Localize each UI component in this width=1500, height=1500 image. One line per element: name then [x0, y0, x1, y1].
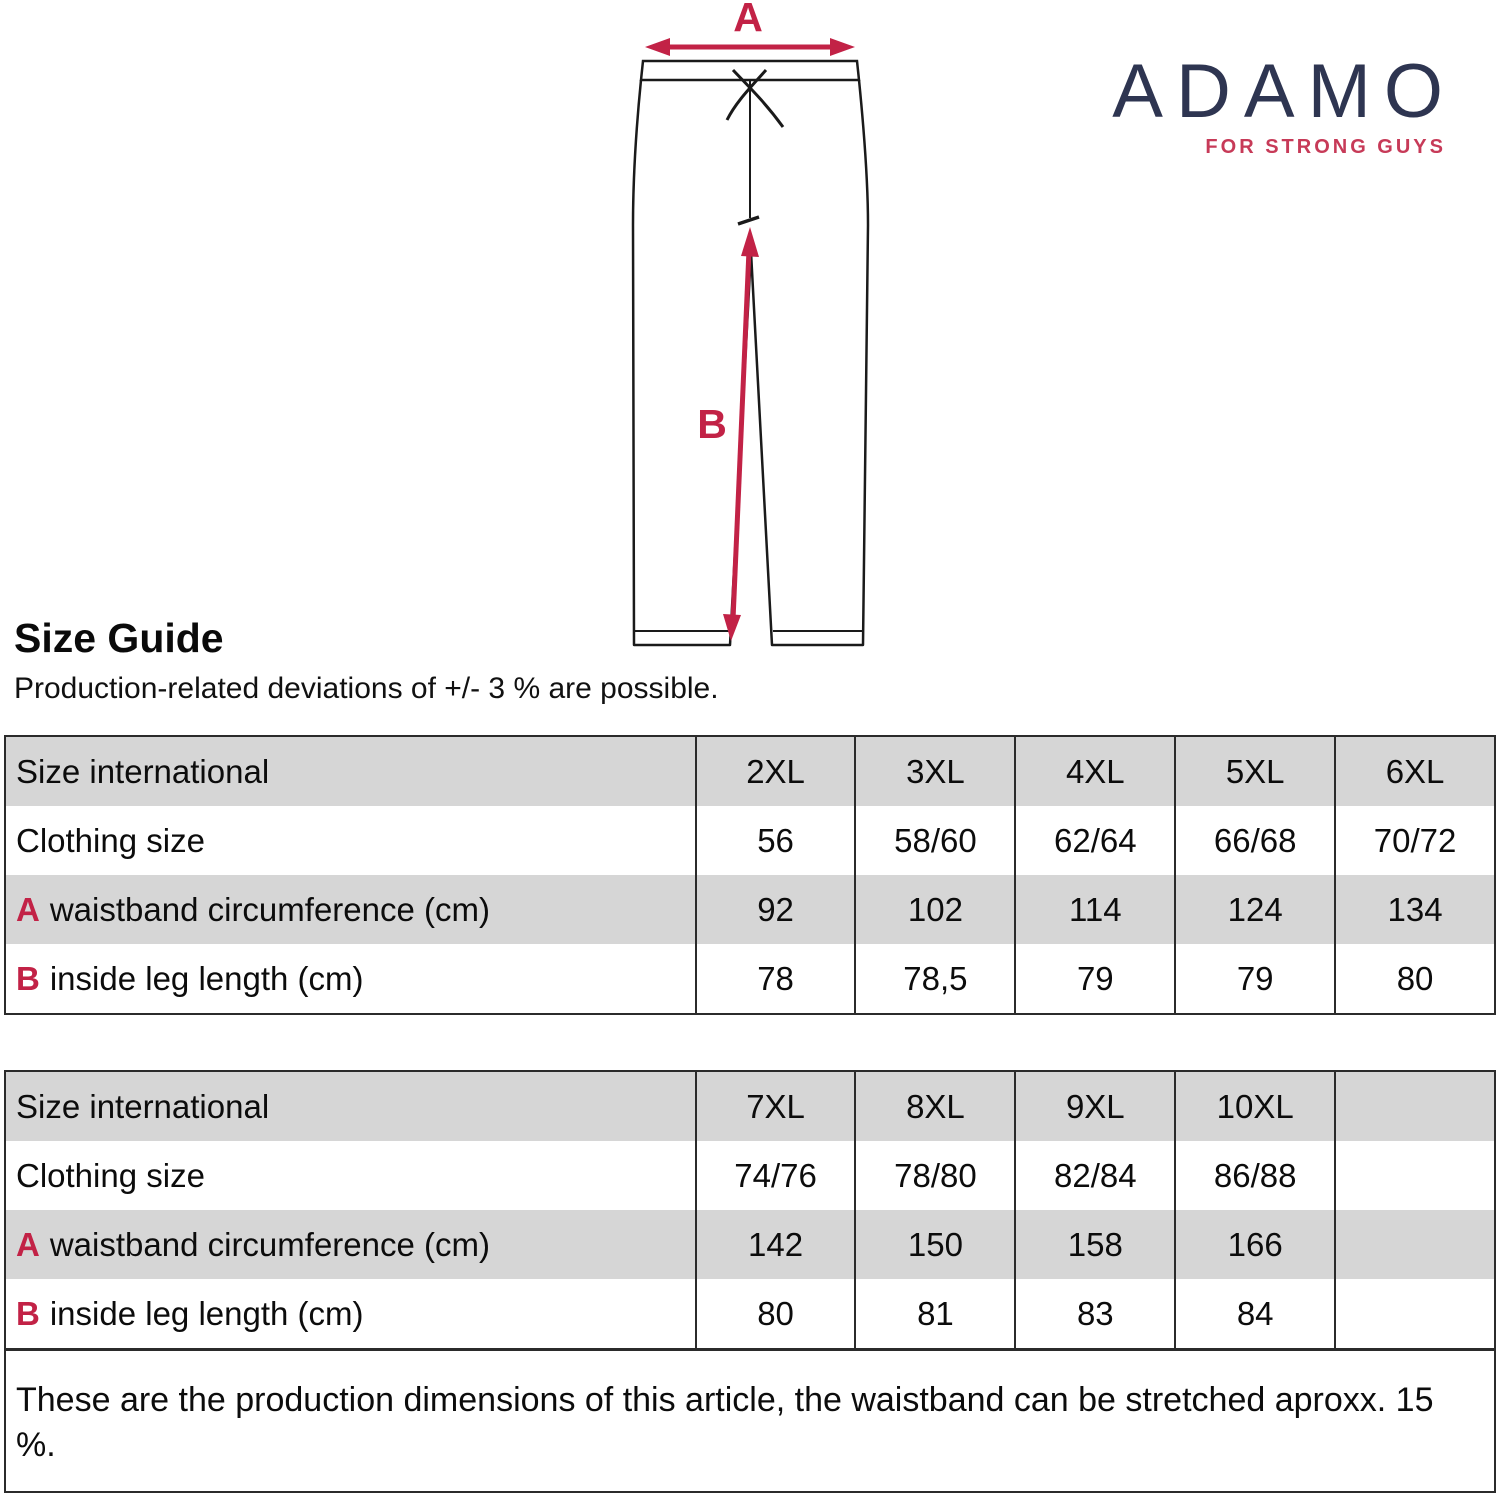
page-title: Size Guide	[14, 615, 224, 661]
size-cell: 56	[696, 806, 856, 875]
drawstring-tick	[738, 217, 759, 224]
table-row	[5, 806, 1495, 875]
size-cell: 81	[855, 1279, 1015, 1350]
size-cell: 150	[855, 1210, 1015, 1279]
drawstring-bow-strand-2	[727, 70, 766, 120]
size-cell: 70/72	[1335, 806, 1495, 875]
measure-letter: B	[16, 1294, 40, 1332]
size-cell: 124	[1175, 875, 1335, 944]
size-cell: 92	[696, 875, 856, 944]
size-cell: 79	[1015, 944, 1175, 1014]
pants-diagram	[600, 0, 900, 660]
size-cell	[1335, 1279, 1495, 1350]
size-cell: 9XL	[1015, 1071, 1175, 1141]
size-cell: 62/64	[1015, 806, 1175, 875]
row-label-cell	[5, 944, 696, 1014]
size-cell: 58/60	[855, 806, 1015, 875]
table-row	[5, 1071, 1495, 1141]
measure-a-label: A	[733, 0, 763, 40]
size-cell: 78,5	[855, 944, 1015, 1014]
row-label: Clothing size	[16, 821, 205, 859]
row-label-cell	[5, 736, 696, 806]
size-cell: 86/88	[1175, 1141, 1335, 1210]
table-row	[5, 1141, 1495, 1210]
deviation-note: Production-related deviations of +/- 3 % are possible.	[14, 672, 719, 705]
row-label: Size international	[16, 752, 270, 790]
row-label: waistband circumference (cm)	[49, 1225, 490, 1263]
size-cell: 4XL	[1015, 736, 1175, 806]
size-cell: 102	[855, 875, 1015, 944]
size-cell: 78/80	[855, 1141, 1015, 1210]
size-cell: 80	[1335, 944, 1495, 1014]
size-cell: 80	[696, 1279, 856, 1350]
measure-letter: A	[16, 890, 40, 928]
size-cell: 134	[1335, 875, 1495, 944]
size-cell: 6XL	[1335, 736, 1495, 806]
size-table-2xl-6xl	[4, 735, 1496, 1015]
size-table-7xl-10xl	[4, 1070, 1496, 1493]
row-label-cell	[5, 806, 696, 875]
brand-tagline: FOR STRONG GUYS	[1205, 136, 1446, 158]
table-row	[5, 1279, 1495, 1350]
row-label-cell	[5, 875, 696, 944]
row-label: Size international	[16, 1087, 270, 1125]
row-label: Clothing size	[16, 1156, 205, 1194]
measure-letter: B	[16, 959, 40, 997]
row-label: inside leg length (cm)	[49, 1294, 364, 1332]
size-cell	[1335, 1210, 1495, 1279]
size-cell: 114	[1015, 875, 1175, 944]
size-cell: 3XL	[855, 736, 1015, 806]
table-note-row	[5, 1350, 1495, 1493]
size-cell: 82/84	[1015, 1141, 1175, 1210]
size-cell: 10XL	[1175, 1071, 1335, 1141]
size-cell: 8XL	[855, 1071, 1015, 1141]
brand-name: ADAMO	[1112, 49, 1456, 134]
measure-a-arrow	[645, 38, 855, 56]
measure-b-label: B	[697, 401, 727, 447]
size-cell: 7XL	[696, 1071, 856, 1141]
row-label: inside leg length (cm)	[49, 959, 364, 997]
size-cell: 166	[1175, 1210, 1335, 1279]
table-row	[5, 875, 1495, 944]
size-cell: 2XL	[696, 736, 856, 806]
size-cell: 79	[1175, 944, 1335, 1014]
production-note: These are the production dimensions of this article, the waistband can be stretched aproxx. 15 %.	[5, 1350, 1495, 1493]
row-label: waistband circumference (cm)	[49, 890, 490, 928]
size-cell: 5XL	[1175, 736, 1335, 806]
measure-letter: A	[16, 1225, 40, 1263]
brand-logo	[1112, 49, 1456, 158]
size-cell: 83	[1015, 1279, 1175, 1350]
size-cell	[1335, 1071, 1495, 1141]
row-label-cell	[5, 1210, 696, 1279]
size-cell: 74/76	[696, 1141, 856, 1210]
size-cell	[1335, 1141, 1495, 1210]
table-row	[5, 944, 1495, 1014]
size-cell: 66/68	[1175, 806, 1335, 875]
row-label-cell	[5, 1071, 696, 1141]
waistband-outline	[641, 61, 859, 80]
size-cell: 142	[696, 1210, 856, 1279]
size-cell: 78	[696, 944, 856, 1014]
table-row	[5, 1210, 1495, 1279]
size-cell: 158	[1015, 1210, 1175, 1279]
row-label-cell	[5, 1141, 696, 1210]
table-row	[5, 736, 1495, 806]
size-cell: 84	[1175, 1279, 1335, 1350]
row-label-cell	[5, 1279, 696, 1350]
